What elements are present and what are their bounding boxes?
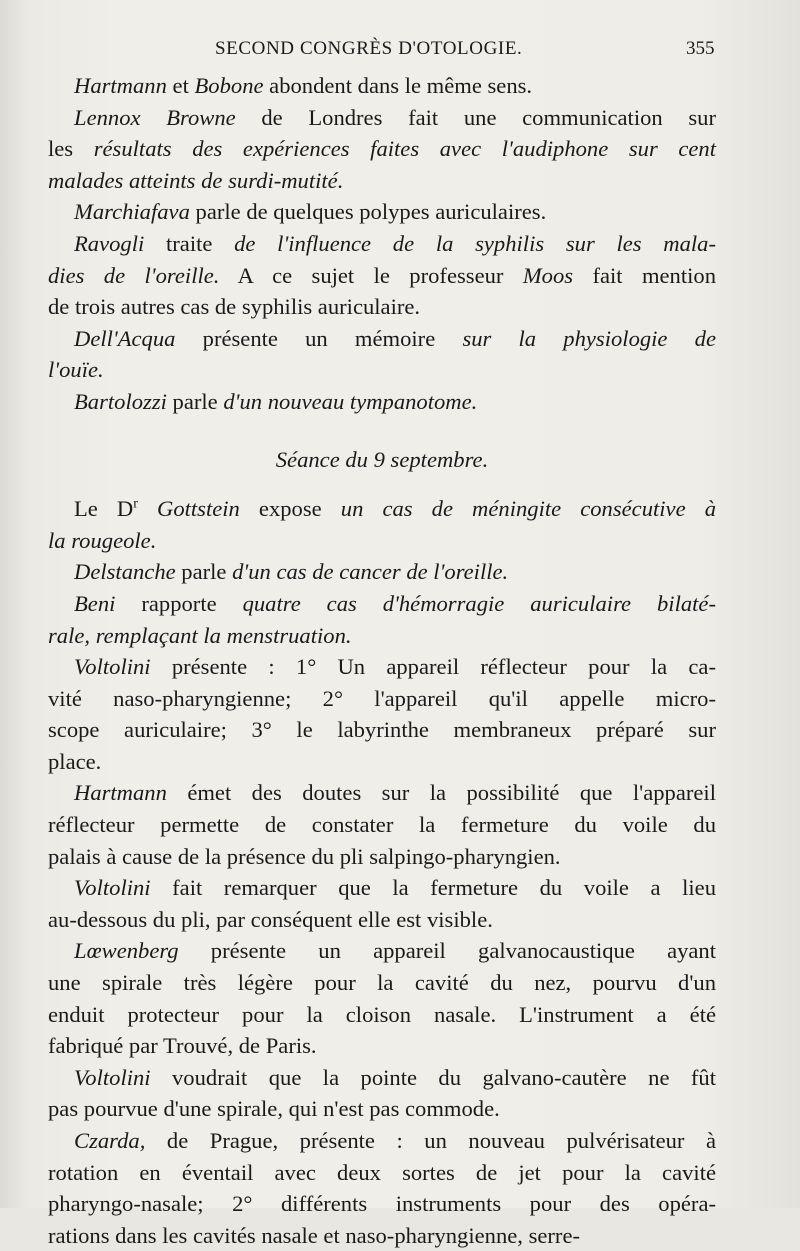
text-run: présente un appareil galvanocaustique ayant bbox=[178, 938, 716, 964]
text-line bbox=[48, 651, 716, 683]
text-line bbox=[48, 291, 716, 323]
text-run: rapporte bbox=[115, 590, 243, 616]
italic-run: Beni bbox=[74, 590, 116, 616]
text-line bbox=[48, 872, 716, 904]
text-line bbox=[48, 1188, 716, 1220]
text-run: pharyngo-nasale; 2° différents instruments pour des opéra- bbox=[48, 1191, 716, 1217]
text-run: expose bbox=[239, 496, 341, 522]
italic-run: Dell'Acqua bbox=[74, 325, 176, 351]
italic-run: résultats des expériences faites avec l'audiphone sur cent bbox=[93, 136, 717, 162]
text-run: les bbox=[48, 136, 94, 162]
text-run: au-dessous du pli, par conséquent elle est visible. bbox=[48, 906, 493, 932]
text-line bbox=[48, 556, 716, 588]
italic-run: un cas de méningite consécutive à bbox=[340, 496, 716, 522]
text-line bbox=[48, 525, 716, 557]
text-run: voudrait que la pointe du galvano-cautère ne fût bbox=[150, 1064, 716, 1090]
text-run: traite bbox=[144, 230, 235, 256]
text-run: parle bbox=[166, 388, 224, 414]
text-line bbox=[48, 386, 716, 418]
text-line bbox=[48, 935, 716, 967]
paragraph bbox=[48, 777, 716, 872]
text-line bbox=[48, 70, 716, 102]
paragraph bbox=[48, 102, 716, 197]
text-run: vité naso-pharyngienne; 2° l'appareil qu'il appelle micro- bbox=[48, 685, 716, 711]
text-run bbox=[138, 496, 157, 521]
text-run: une spirale très légère pour la cavité du nez, pourvu d'un bbox=[48, 970, 716, 996]
italic-run: Lennox Browne bbox=[74, 104, 236, 130]
text-line bbox=[48, 133, 716, 165]
italic-run: d'un cas de cancer de l'oreille. bbox=[232, 559, 509, 585]
paragraph bbox=[48, 1062, 716, 1125]
italic-run: Moos bbox=[522, 262, 574, 288]
italic-run: Lœwenberg bbox=[74, 938, 179, 964]
text-run: fait remarquer que la fermeture du voile a lieu bbox=[150, 875, 716, 901]
italic-run: quatre cas d'hémorragie auriculaire bilaté- bbox=[242, 590, 716, 616]
text-run: Le D bbox=[74, 496, 134, 522]
italic-run: Hartmann bbox=[74, 780, 167, 806]
text-run: parle de quelques polypes auriculaires. bbox=[189, 199, 547, 225]
text-line bbox=[48, 260, 716, 292]
italic-run: malades atteints de surdi-mutité. bbox=[48, 167, 344, 193]
italic-run: rale, remplaçant la menstruation. bbox=[48, 622, 352, 648]
text-run: présente un mémoire bbox=[175, 325, 463, 351]
italic-run: d'un nouveau tympanotome. bbox=[223, 388, 478, 414]
text-line bbox=[48, 904, 716, 936]
italic-run: Bartolozzi bbox=[74, 388, 167, 414]
text-line bbox=[48, 1093, 716, 1125]
text-run: fait mention bbox=[573, 262, 717, 288]
text-run: A ce sujet le professeur bbox=[219, 262, 523, 288]
text-run: palais à cause de la présence du pli salpingo-pharyngien. bbox=[48, 843, 561, 869]
text-run: émet des doutes sur la possibilité que l'appareil bbox=[166, 780, 716, 806]
text-line bbox=[48, 228, 716, 260]
italic-run: Delstanche bbox=[74, 559, 176, 585]
text-line bbox=[48, 1062, 716, 1094]
running-title: SECOND CONGRÈS D'OTOLOGIE. bbox=[215, 38, 523, 59]
italic-run: Voltolini bbox=[74, 1064, 151, 1090]
italic-run: dies de l'oreille. bbox=[48, 262, 220, 288]
text-run: rotation en éventail avec deux sortes de jet pour la cavité bbox=[48, 1159, 716, 1185]
paragraphs-block-1 bbox=[48, 70, 716, 418]
text-run: rations dans les cavités nasale et naso-pharyngienne, serre- bbox=[48, 1222, 581, 1248]
italic-run: Bobone bbox=[194, 73, 264, 98]
italic-run: Ravogli bbox=[74, 230, 145, 256]
text-line bbox=[48, 841, 716, 873]
italic-run: Marchiafava bbox=[74, 199, 190, 225]
italic-run: l'ouïe. bbox=[48, 357, 104, 383]
paragraph bbox=[48, 935, 716, 1061]
paragraph bbox=[48, 556, 716, 588]
italic-run: sur la physiologie de bbox=[462, 325, 716, 351]
italic-run: Voltolini bbox=[74, 875, 151, 901]
text-line bbox=[48, 777, 716, 809]
text-line bbox=[48, 683, 716, 715]
section-title: Séance du 9 septembre. bbox=[275, 446, 489, 472]
italic-run: Voltolini bbox=[74, 654, 151, 680]
running-header bbox=[0, 38, 800, 68]
body-text bbox=[48, 70, 716, 1251]
text-run: et bbox=[166, 73, 195, 98]
paragraph bbox=[48, 651, 716, 777]
page-number: 355 bbox=[686, 38, 715, 59]
text-run: scope auriculaire; 3° le labyrinthe membraneux préparé sur bbox=[48, 717, 716, 743]
italic-run: Czarda, bbox=[74, 1128, 146, 1153]
paragraph bbox=[48, 70, 716, 102]
text-run: parle bbox=[175, 559, 233, 585]
text-line bbox=[48, 493, 716, 525]
paragraph bbox=[48, 872, 716, 935]
paragraph bbox=[48, 1125, 716, 1251]
text-line bbox=[48, 1030, 716, 1062]
text-run: présente : 1° Un appareil réflecteur pour la ca- bbox=[150, 654, 716, 680]
text-line bbox=[48, 354, 716, 386]
text-run: de trois autres cas de syphilis auriculaire. bbox=[48, 294, 421, 320]
paragraph bbox=[48, 588, 716, 651]
text-run: place. bbox=[48, 748, 102, 774]
paragraph bbox=[48, 196, 716, 228]
italic-run: Hartmann bbox=[74, 73, 167, 98]
text-run: enduit protecteur pour la cloison nasale. L'instrument a été bbox=[48, 1001, 716, 1027]
text-run: abondent dans le même sens. bbox=[263, 73, 533, 98]
text-run: de Londres fait une communication sur bbox=[235, 104, 717, 130]
text-line bbox=[48, 196, 716, 228]
text-run: pas pourvue d'une spirale, qui n'est pas commode. bbox=[48, 1096, 500, 1122]
text-line bbox=[48, 102, 716, 134]
text-line bbox=[48, 323, 716, 355]
paragraph bbox=[48, 386, 716, 418]
paragraph bbox=[48, 228, 716, 323]
text-line bbox=[48, 999, 716, 1031]
text-line bbox=[48, 746, 716, 778]
text-run: de Prague, présente : un nouveau pulvérisateur à bbox=[145, 1128, 716, 1153]
text-line bbox=[48, 809, 716, 841]
italic-run: Gottstein bbox=[157, 496, 240, 522]
text-run: r bbox=[133, 496, 138, 512]
text-run: réflecteur permette de constater la fermeture du voile du bbox=[48, 812, 716, 838]
paragraph bbox=[48, 493, 716, 556]
paragraph bbox=[48, 323, 716, 386]
paragraphs-block-2 bbox=[48, 493, 716, 1251]
italic-run: de l'influence de la syphilis sur les mala- bbox=[234, 230, 716, 256]
text-line bbox=[48, 620, 716, 652]
text-line bbox=[48, 588, 716, 620]
text-line bbox=[48, 967, 716, 999]
text-line bbox=[48, 1220, 716, 1251]
text-line bbox=[48, 714, 716, 746]
text-line bbox=[48, 1157, 716, 1189]
text-line bbox=[48, 165, 716, 197]
text-run: fabriqué par Trouvé, de Paris. bbox=[48, 1033, 317, 1059]
text-line bbox=[48, 1125, 716, 1157]
italic-run: la rougeole. bbox=[48, 527, 157, 553]
